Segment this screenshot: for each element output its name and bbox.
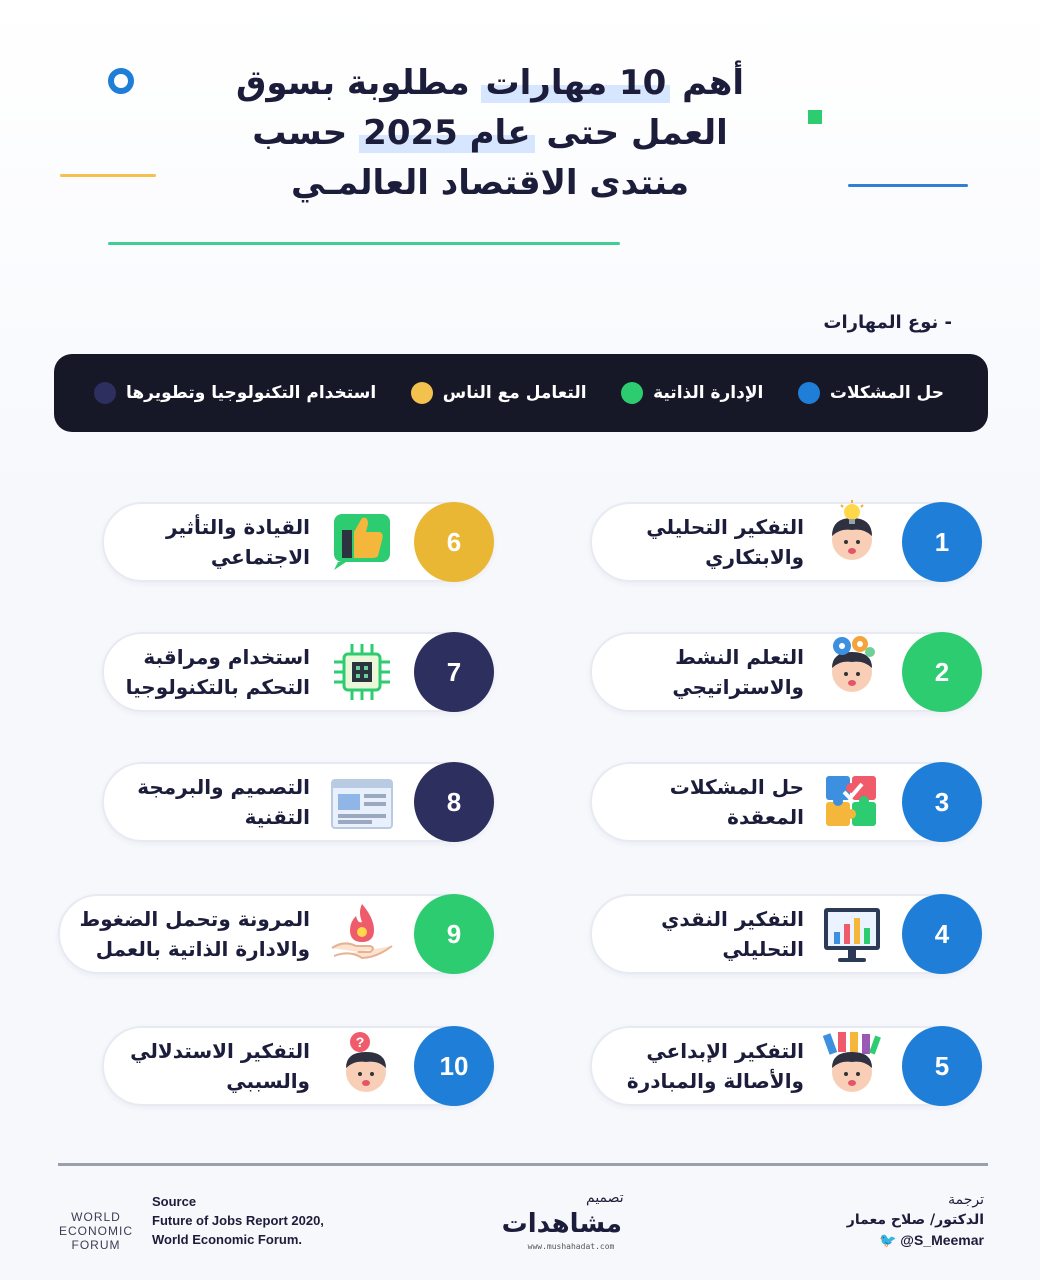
skill-label-line: المرونة وتحمل الضغوط <box>79 907 310 931</box>
title-word: أهم <box>682 63 745 103</box>
skill-label-line: التفكير الإبداعي <box>646 1039 804 1063</box>
skill-label-line: والادارة الذاتية بالعمل <box>95 937 310 961</box>
skill-number-badge: 2 <box>902 632 982 712</box>
skill-label-line: التفكير الاستدلالي <box>130 1039 310 1063</box>
legend-dot <box>621 382 643 404</box>
legend-label: الإدارة الذاتية <box>653 383 764 403</box>
translator-name: الدكتور/ صلاح معمار <box>846 1212 984 1228</box>
skill-label <box>166 512 310 572</box>
skill-label-line: المعقدة <box>727 805 804 829</box>
skill-label <box>661 904 804 964</box>
legend-item-technology <box>94 382 376 404</box>
twitter-handle-text: @S_Meemar <box>900 1232 984 1248</box>
twitter-handle <box>847 1230 984 1250</box>
skill-label <box>627 1036 804 1096</box>
skill-label-line: حل المشكلات <box>669 775 804 799</box>
skill-label <box>670 772 804 832</box>
flame-hand-icon <box>330 900 394 964</box>
svg-text:?: ? <box>355 1034 365 1050</box>
skill-label-line: التحليلي <box>722 937 804 961</box>
skill-label <box>126 642 310 702</box>
skill-label-line: التعلم النشط <box>675 645 804 669</box>
blue-line-decoration <box>848 184 968 187</box>
skill-number-badge: 7 <box>414 632 494 712</box>
footer-divider <box>58 1163 988 1166</box>
title-word: مطلوبة بسوق <box>235 63 470 103</box>
skill-label-line: والأصالة والمبادرة <box>626 1069 804 1093</box>
skill-label <box>130 1036 310 1096</box>
legend-caption: - نوع المهارات <box>823 312 952 333</box>
mushahadat-logo: مشاهدات <box>501 1209 622 1239</box>
skill-label <box>137 772 310 832</box>
legend-label: التعامل مع الناس <box>442 383 587 403</box>
thumbs-up-icon <box>330 508 394 572</box>
source-line: Future of Jobs Report 2020, <box>152 1213 324 1228</box>
skill-label-line: التفكير النقدي <box>661 907 804 931</box>
legend-dot <box>411 382 433 404</box>
twitter-icon: 🐦 <box>878 1232 897 1248</box>
skill-label-line: التصميم والبرمجة <box>137 775 310 799</box>
creative-head-icon <box>820 1030 884 1094</box>
skill-label <box>80 904 311 964</box>
question-head-icon <box>334 1030 398 1094</box>
title-line-1 <box>210 58 770 108</box>
puzzle-icon <box>820 768 884 832</box>
skill-label-line: استخدام ومراقبة <box>143 645 310 669</box>
skill-label-line: والابتكاري <box>705 545 804 569</box>
legend-label: حل المشكلات <box>829 383 944 403</box>
source-block <box>152 1192 324 1249</box>
legend-dot <box>798 382 820 404</box>
legend-item-self-management <box>621 382 763 404</box>
title-line-2 <box>210 108 770 158</box>
title-line-3: منتدى الاقتصاد العالمـي <box>290 163 690 203</box>
translation-block <box>847 1190 984 1250</box>
legend-dot <box>94 382 116 404</box>
ring-decoration <box>108 68 134 94</box>
skill-label-line: والسببي <box>226 1069 310 1093</box>
skill-number-badge: 9 <box>414 894 494 974</box>
skill-number-badge: 10 <box>414 1026 494 1106</box>
legend-item-working-with-people <box>411 382 587 404</box>
square-decoration <box>808 110 822 124</box>
translation-label: ترجمة <box>948 1192 984 1208</box>
skill-number-badge: 3 <box>902 762 982 842</box>
skill-number-badge: 1 <box>902 502 982 582</box>
skill-label-line: التفكير التحليلي <box>646 515 804 539</box>
chart-monitor-icon <box>820 902 884 966</box>
title-word: حسب <box>252 113 348 153</box>
mushahadat-url: www.mushahadat.com <box>527 1242 615 1251</box>
skill-type-legend <box>54 354 988 432</box>
page-title <box>210 58 770 208</box>
skill-label-line: الاجتماعي <box>210 545 310 569</box>
title-word: العمل حتى <box>546 113 728 153</box>
source-label: Source <box>152 1194 197 1209</box>
yellow-line-decoration <box>60 174 156 177</box>
legend-item-problem-solving <box>798 382 944 404</box>
skill-label-line: التقنية <box>244 805 310 829</box>
title-highlight: عام 2025 <box>359 113 534 153</box>
chip-icon <box>330 640 394 704</box>
skill-label-line: والاستراتيجي <box>672 675 804 699</box>
green-line-decoration <box>108 242 620 245</box>
skill-number-badge: 5 <box>902 1026 982 1106</box>
gears-head-icon <box>820 630 884 694</box>
source-line: World Economic Forum. <box>152 1232 302 1247</box>
title-highlight: 10 مهارات <box>481 63 670 103</box>
design-label: تصميم <box>586 1190 624 1206</box>
skill-label-line: القيادة والتأثير <box>165 515 310 539</box>
skill-label <box>646 512 804 572</box>
web-design-icon <box>330 772 394 836</box>
skill-number-badge: 8 <box>414 762 494 842</box>
legend-label: استخدام التكنولوجيا وتطويرها <box>126 383 377 403</box>
lightbulb-head-icon <box>820 500 884 564</box>
skill-label <box>672 642 804 702</box>
wef-logo: WORLD ECONOMIC FORUM <box>59 1210 133 1252</box>
skill-number-badge: 4 <box>902 894 982 974</box>
skill-number-badge: 6 <box>414 502 494 582</box>
skill-label-line: التحكم بالتكنولوجيا <box>125 675 310 699</box>
